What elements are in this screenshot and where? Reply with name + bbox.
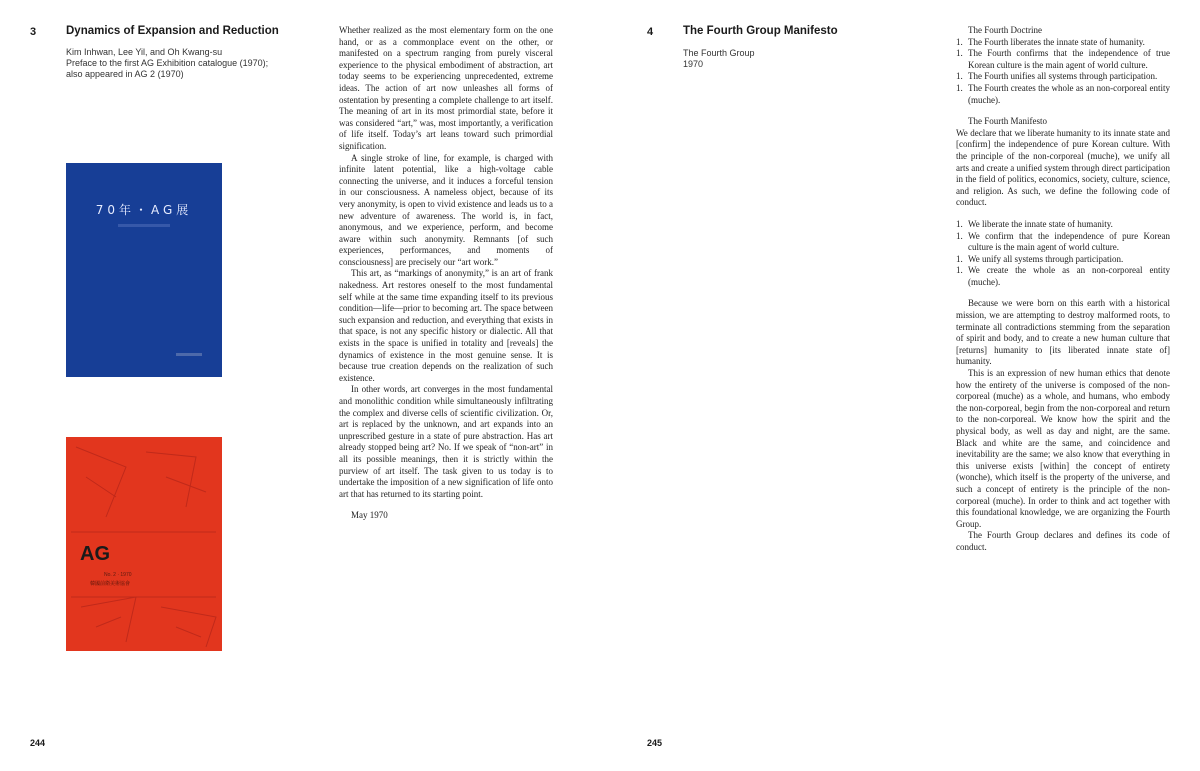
list-item: 1. The Fourth confirms that the independence of true Korean culture is the main agent of world culture. [956,48,1170,70]
doctrine-heading: The Fourth Doctrine [968,25,1042,35]
doctrine-list [956,37,1170,107]
essay-paragraph: In other words, art converges in the most fundamental and monolithic condition while simultaneously infiltrating the complex and diverse cells of scientific civilization. Or, art is replaced by the unknown, and art expands into an unprescribed gesture in a state of pure abstraction. Has art already stopped being art? No. If we speak of “non-art” in all its possible meanings, then it is strictly within the purview of art itself. The task given to us today is to undertake the imposition of a new signification of life onto art that has returned to its starting point. [339,384,553,499]
essay-body [339,25,553,522]
manifesto-heading: The Fourth Manifesto [968,116,1047,127]
section-number: 3 [30,26,37,38]
list-item: 1. The Fourth unifies all systems through participation. [956,71,1158,82]
article-meta [66,47,268,80]
essay-date: May 1970 [351,510,388,521]
meta-author: The Fourth Group [683,48,755,58]
meta-source: Preface to the first AG Exhibition catalogue (1970); [66,58,269,68]
list-item: 1. We liberate the innate state of humanity. [956,218,1113,229]
catalogue-cover-red [66,437,222,651]
essay-paragraph: Whether realized as the most elementary form on the one hand, or as a commonplace event on the other, or manifested on a spectrum ranging from purely visceral experience to the physical embodiment of abstraction, art today seems to be experiencing unprecedented, extreme ideas. The action of art now unleashes all forms of ostentation by presenting a complete challenge to art itself. The meaning of art in its most primordial state, before it was considered “art,” was, most importantly, a verification of life itself. Today’s art leans toward such primordial signification. [339,25,553,151]
list-item: 1. We create the whole as an non-corporeal entity (muche). [956,265,1170,287]
manifesto-paragraph: This is an expression of new human ethics that denote how the entirety of the universe is composed of the non-corporeal (muche) as a whole, and humans, who embody the non-corporeal, begin from the non-corporeal and return to the non-corporeal. We know how the spirit and the physical body, as well as day and night, are the same. Black and white are the same, and coincidence and inevitability are the same; we also know that everything in this universe exists [within] the concept of entirety (wonche), which itself is the property of the universe, and such a concept of entirety is the principle of the non-corporeal (muche). In order to think and act together with this foundational knowledge, we are organizing the Fourth Group. [956,368,1170,529]
cover-publisher-line: 韓國前衛美術協會 [90,581,131,587]
page-number-left: 244 [30,738,46,748]
section-title: The Fourth Group Manifesto [683,25,838,37]
manifesto-paragraph: The Fourth Group declares and defines its code of conduct. [956,530,1170,552]
page-number-right: 245 [647,738,663,748]
list-item: 1. The Fourth liberates the innate state of humanity. [956,36,1145,47]
cover-ag-logo: AG [80,543,110,565]
section-title: Dynamics of Expansion and Reduction [66,25,279,37]
list-item: 1. We unify all systems through participation. [956,253,1124,264]
essay-paragraph: A single stroke of line, for example, is charged with infinite latent potential, like a high-voltage cable connecting the universe, and it induces a forceful tension in our consciousness. A nameless object, because of its very anonymity, is open to vivid existence and leads us to a new adventure of awareness. The world is, in fact, anonymous, and we experience, perform, and become aware within such anonymity. Remnants [of such experiences, performances, and moments of consciousness] are precisely our “art work.” [339,152,553,267]
article-meta [683,48,755,70]
essay-paragraph: This art, as “markings of anonymity,” is an art of frank nakedness. Art restores oneself to the most fundamental self while at the same time expanding itself to its previous condition—life—prior to becoming art. The space between such expansion and reduction, and everything that exists in that space, is not any specific history or dialectic. All that exists in the space is unified in totality and [reveals] the dynamics of existence in the most genuine sense. It is because true creation depends on the realization of such existence. [339,268,553,383]
cover-title: 70年・AG展 [95,203,193,217]
cover-footer-bar [176,353,202,356]
section-number: 4 [647,26,654,38]
meta-reprint: also appeared in AG 2 (1970) [66,69,184,79]
manifesto-body [956,25,1170,554]
catalogue-cover-blue [66,163,222,377]
meta-year: 1970 [683,59,704,69]
manifesto-paragraph: Because we were born on this earth with a historical mission, we are attempting to destroy malformed roots, to terminate all contradictions stemming from the separation of spirit and body, and to create a new human culture that [returns] humanity to [its liberated innate state of] humanity. [956,298,1170,367]
cover-subtitle-bar [118,224,170,227]
manifesto-intro: We declare that we liberate humanity to its innate state and [confirm] the independence of pure Korean culture. With the principle of the non-corporeal (muche), we unify all arts and create a unified system through direct participation in the field of politics, economics, society, culture, science, and religion. As such, we define the following code of conduct. [956,127,1170,208]
code-of-conduct-list [956,219,1170,289]
list-item: 1. We confirm that the independence of pure Korean culture is the main agent of world culture. [956,230,1170,253]
cover-issue-line: No. 2 · 1970 [104,572,132,578]
meta-authors: Kim Inhwan, Lee Yil, and Oh Kwang-su [66,47,223,57]
list-item: 1. The Fourth creates the whole as an non-corporeal entity (muche). [956,82,1170,105]
